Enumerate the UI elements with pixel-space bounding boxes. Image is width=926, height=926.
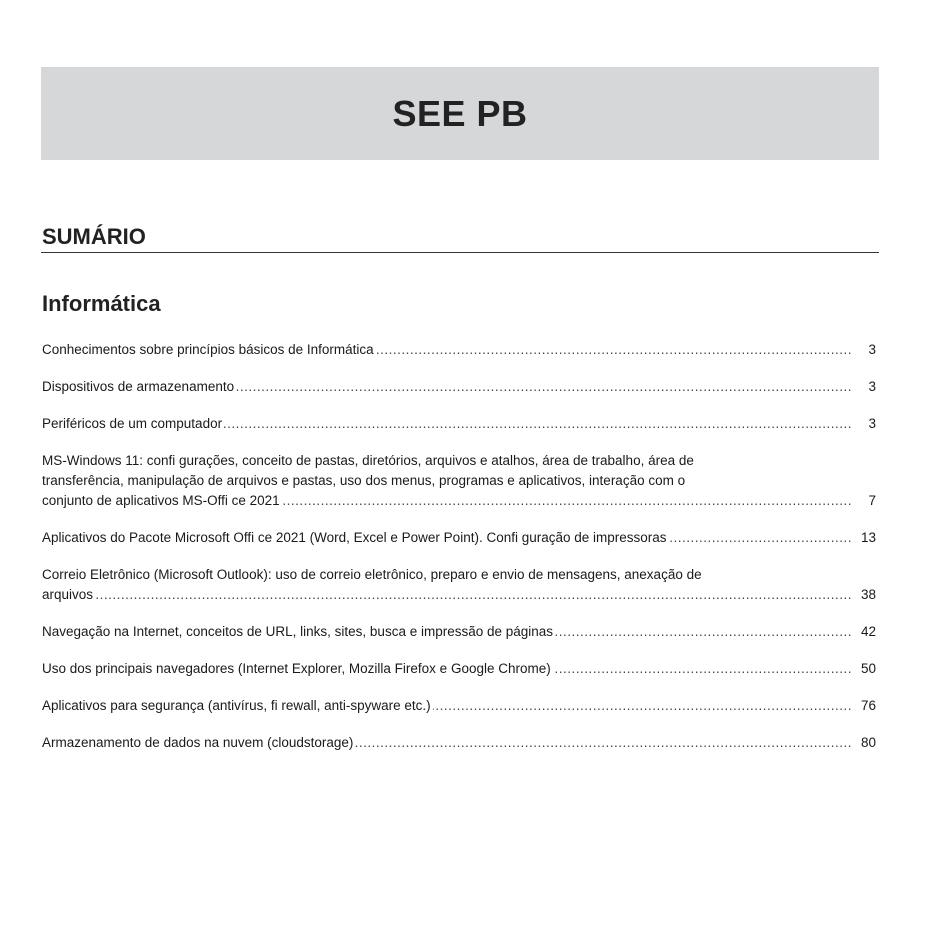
section-title: Informática [42, 291, 161, 316]
toc-page-number: 38 [859, 585, 876, 605]
toc-entry[interactable] [42, 565, 876, 605]
toc-entry-text: Aplicativos para segurança (antivírus, fi rewall, anti-spyware etc.) [42, 698, 431, 713]
toc-entry-lines [42, 451, 852, 491]
title-banner [41, 67, 879, 160]
toc-entry-leader [42, 622, 852, 642]
toc-page-number: 50 [859, 659, 876, 679]
toc-entry[interactable] [42, 528, 876, 548]
toc-entry-text: Uso dos principais navegadores (Internet Explorer, Mozilla Firefox e Google Chrome) [42, 661, 551, 676]
toc-entry-leader [42, 528, 852, 548]
toc-entry[interactable] [42, 414, 876, 434]
toc-entry[interactable] [42, 340, 876, 360]
toc-entry-leader [42, 340, 852, 360]
toc-entry-text: Armazenamento de dados na nuvem (cloudstorage) [42, 735, 354, 750]
toc-page-number: 3 [866, 414, 876, 434]
toc-entry-leader [42, 414, 852, 434]
toc-entry-leader [42, 659, 852, 679]
toc-entry-line: Correio Eletrônico (Microsoft Outlook): uso de correio eletrônico, preparo e envio de mensagens, anexação de [42, 567, 702, 582]
summary-header [41, 224, 879, 253]
toc-page-number: 3 [866, 340, 876, 360]
toc-page-number: 13 [859, 528, 876, 548]
toc-entry-last-line [42, 491, 852, 511]
toc-page-number: 76 [859, 696, 876, 716]
toc-page-number: 3 [866, 377, 876, 397]
toc-entry[interactable] [42, 622, 876, 642]
toc-page-number: 7 [866, 491, 876, 511]
toc-entry-lines [42, 565, 852, 585]
toc-entry-leader [42, 377, 852, 397]
toc-entry-leader [42, 696, 852, 716]
toc-entry-last-line [42, 585, 852, 605]
toc-entry[interactable] [42, 451, 876, 511]
toc-entry-text: Periféricos de um computador [42, 416, 223, 431]
toc-entry[interactable] [42, 377, 876, 397]
toc-page-number: 42 [859, 622, 876, 642]
toc-entry[interactable] [42, 659, 876, 679]
document-title: SEE PB [392, 92, 528, 134]
toc-entry-line: transferência, manipulação de arquivos e pastas, uso dos menus, programas e aplicativos, interação com o [42, 473, 686, 488]
toc-entry-line: MS-Windows 11: confi gurações, conceito de pastas, diretórios, arquivos e atalhos, área de trabalho, área de [42, 453, 694, 468]
table-of-contents [42, 340, 876, 770]
toc-entry-leader [42, 733, 852, 753]
toc-entry-text: arquivos [42, 587, 94, 602]
toc-page-number: 80 [859, 733, 876, 753]
toc-entry-text: Dispositivos de armazenamento [42, 379, 235, 394]
toc-entry-text: Navegação na Internet, conceitos de URL, links, sites, busca e impressão de páginas [42, 624, 554, 639]
toc-entry-text: Aplicativos do Pacote Microsoft Offi ce 2021 (Word, Excel e Power Point). Confi guração de impressoras [42, 530, 667, 545]
summary-heading: SUMÁRIO [42, 224, 146, 249]
toc-entry[interactable] [42, 733, 876, 753]
toc-entry-text: Conhecimentos sobre princípios básicos de Informática [42, 342, 374, 357]
toc-entry[interactable] [42, 696, 876, 716]
toc-entry-text: conjunto de aplicativos MS-Offi ce 2021 [42, 493, 280, 508]
